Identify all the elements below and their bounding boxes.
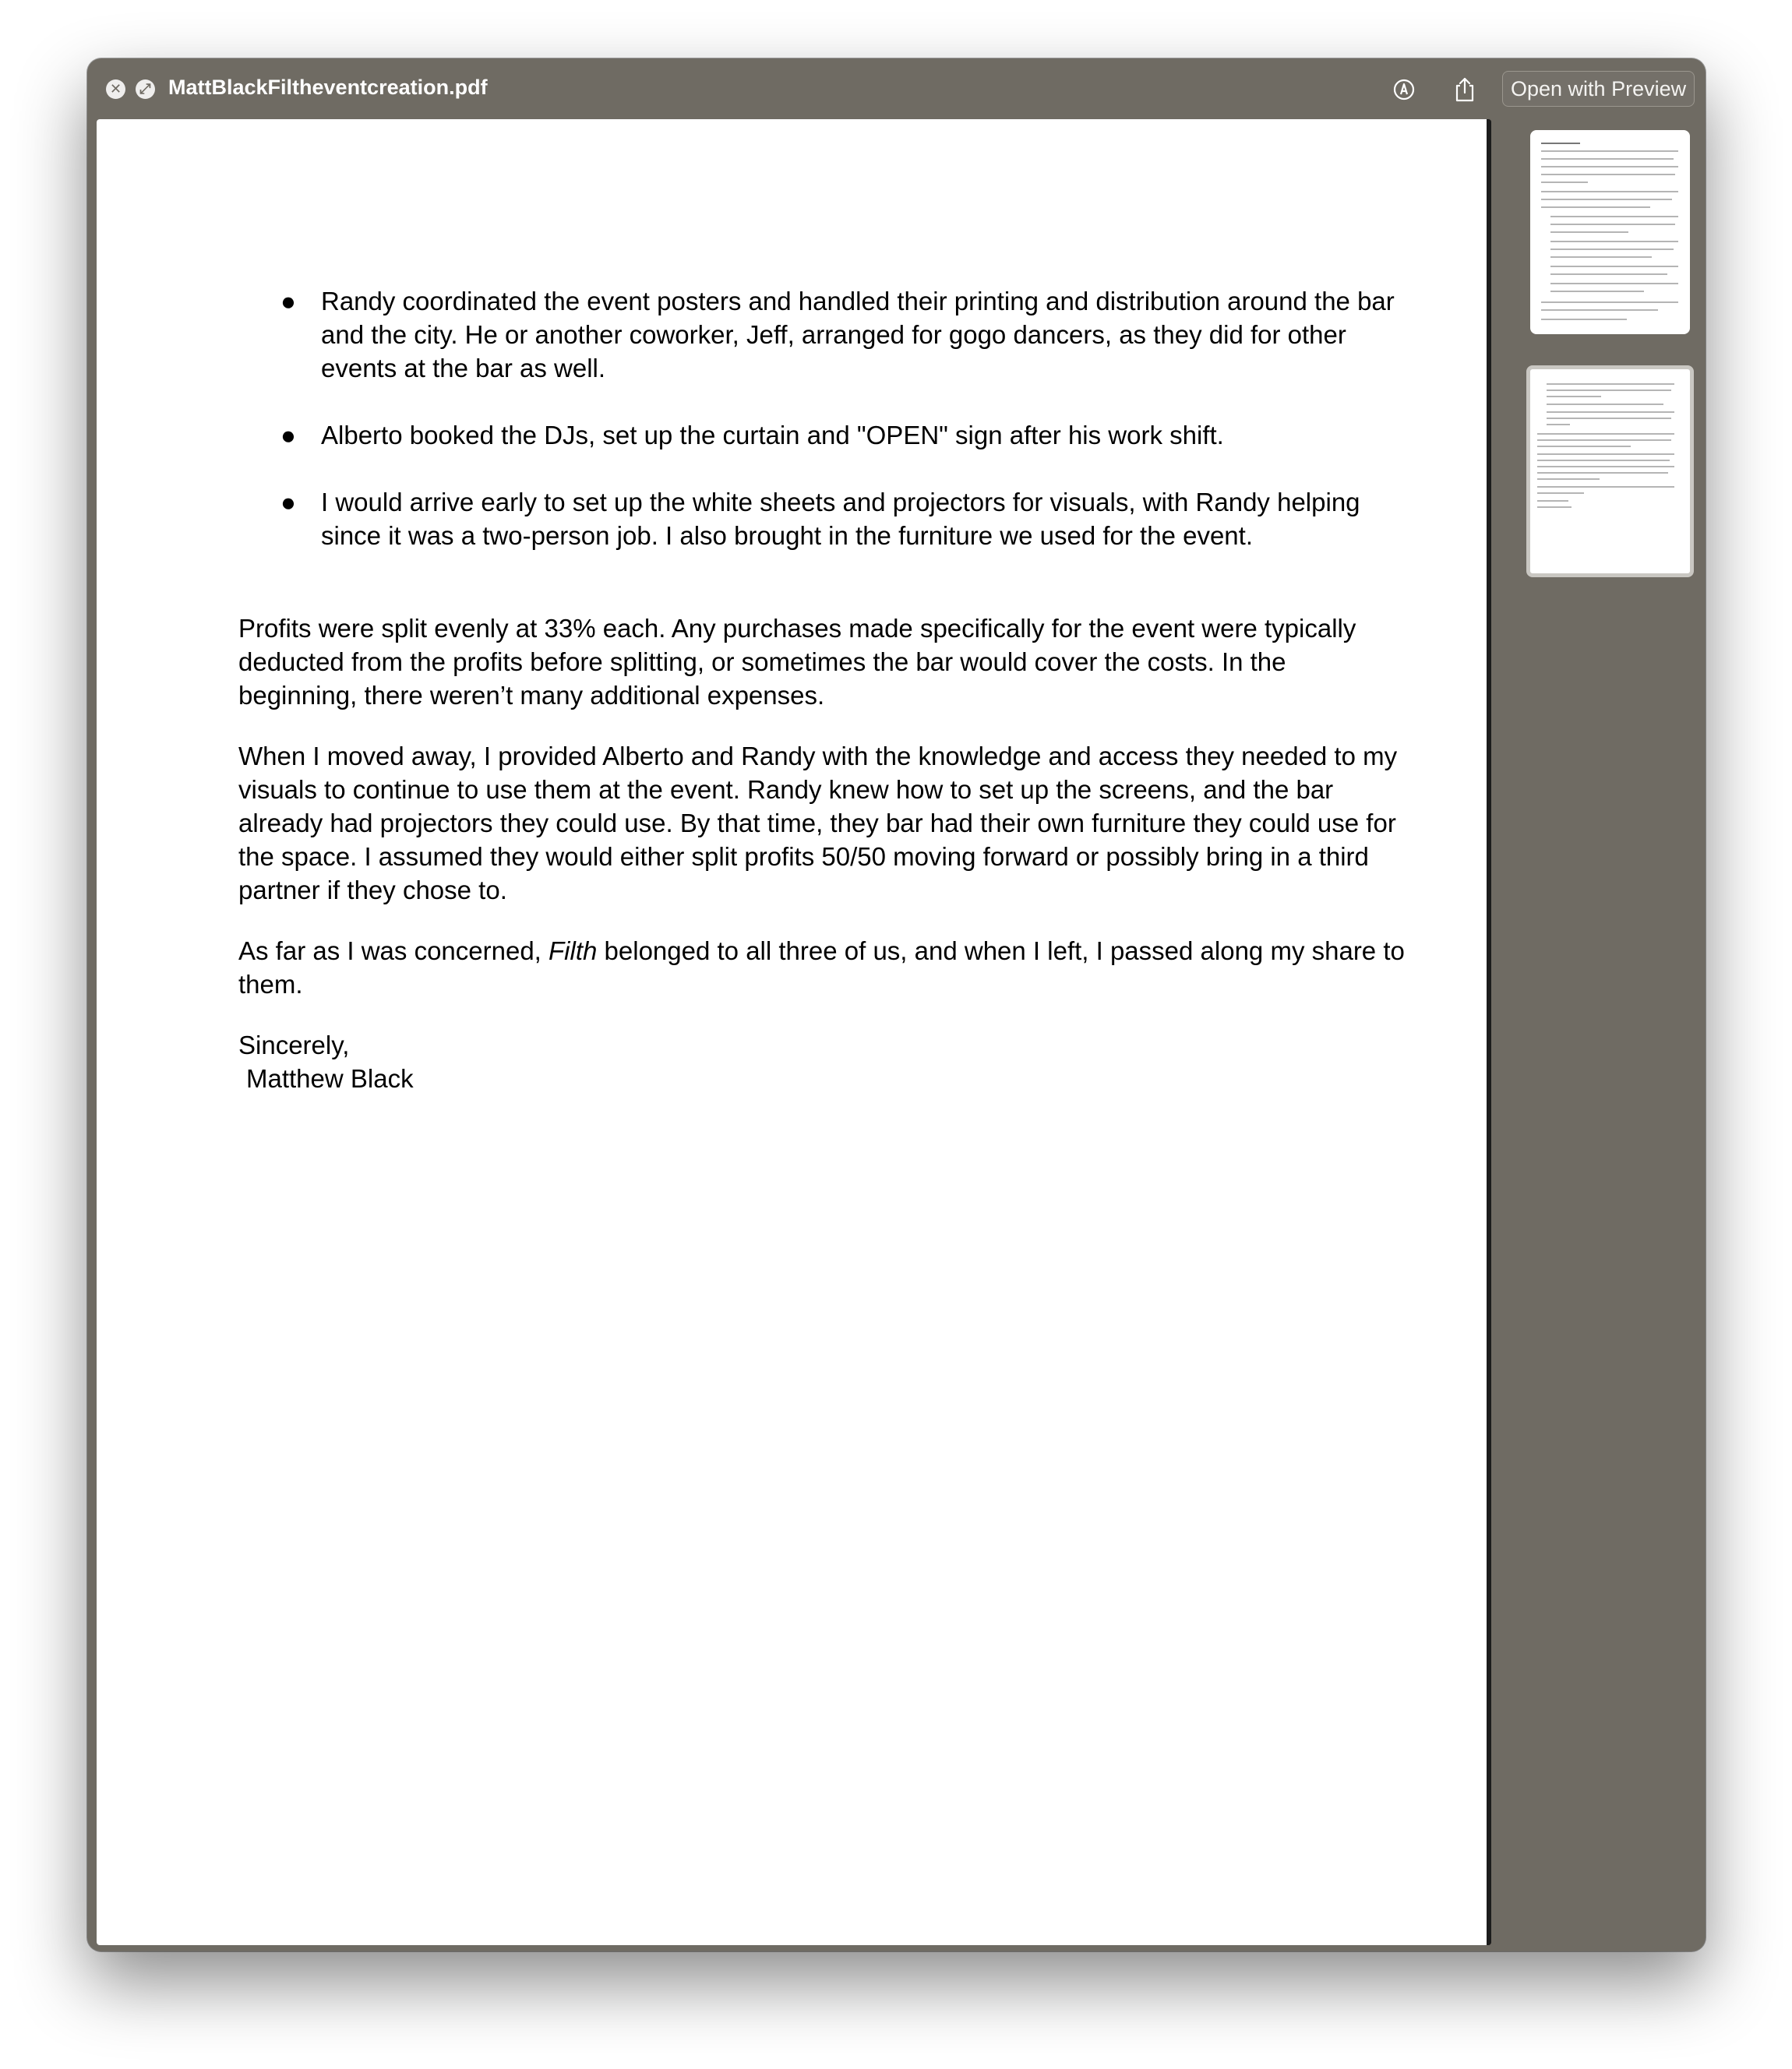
open-with-preview-button[interactable]: Open with Preview [1502,71,1695,107]
thumbnail-line [1547,396,1601,397]
thumbnail-line [1537,492,1584,494]
thumbnail-line [1541,309,1658,311]
pdf-page [97,119,1487,1945]
thumbnail-line [1537,439,1671,441]
thumbnail-line [1550,283,1678,284]
bullet-glyph: ● [280,287,296,315]
signature-name: Matthew Black [246,1064,414,1093]
fullscreen-icon[interactable]: ⤢ [136,79,155,99]
thumbnail-line [1537,506,1572,508]
thumbnail-line [1550,266,1678,267]
thumbnail-line [1541,199,1672,200]
document-viewer[interactable] [97,119,1491,1945]
scrollbar-track[interactable] [1488,119,1491,1945]
thumbnail-line [1550,256,1652,258]
closing: Sincerely, [238,1031,350,1059]
markup-pen-icon[interactable] [1388,74,1420,105]
list-item-text: I would arrive early to set up the white sheets and projectors for visuals, with Randy helping since it was a two-person job. I also brought in the furniture we used for the event. [321,488,1360,550]
thumbnail-line [1547,383,1674,385]
thumbnail-line [1541,158,1674,160]
list-item-text: Randy coordinated the event posters and handled their printing and distribution around the bar and the city. He or another coworker, Jeff, arranged for gogo dancers, as they did for other events at the bar as well. [321,287,1395,382]
title-bar [87,58,1706,119]
thumbnail-line [1550,273,1667,275]
thumbnail-line [1541,206,1650,208]
event-name-italic: Filth [549,936,598,965]
thumbnail-line [1547,411,1674,413]
close-icon[interactable]: ✕ [106,79,125,99]
thumbnail-line [1537,453,1674,455]
bullet-glyph: ● [280,488,296,516]
thumbnail-line [1537,478,1600,480]
paragraph-ownership-start: As far as I was concerned, [238,936,549,965]
thumbnail-line [1537,446,1631,447]
thumbnail-line [1537,472,1668,474]
thumbnail-line [1537,500,1568,502]
share-icon[interactable] [1449,74,1480,105]
thumbnail-line [1537,460,1670,461]
file-name-title: MattBlackFiltheventcreation.pdf [168,76,488,99]
thumbnail-line [1547,418,1671,419]
page-content [238,284,1407,1095]
thumbnail-sidebar [1522,119,1694,1945]
thumbnail-line [1541,319,1627,320]
thumbnail-line [1550,224,1675,225]
thumbnail-line [1550,241,1678,242]
thumbnail-line [1537,433,1674,435]
bullet-glyph: ● [280,421,296,449]
thumbnail-line [1547,389,1671,391]
thumbnail-line [1541,301,1678,303]
thumbnail-line [1537,486,1674,488]
paragraph-profits: Profits were split evenly at 33% each. Any purchases made specifically for the event were typically deducted from the profits before splitting, or sometimes the bar would cover the costs. In the beginning, there weren’t many additional expenses. [238,614,1356,710]
paragraph-ownership [238,934,1407,1001]
paragraph-moved-away: When I moved away, I provided Alberto and Randy with the knowledge and access they needed to my visuals to continue to use them at the event. Randy knew how to set up the screens, and the bar already had projectors they could use. By that time, they bar had their own furniture they could use for the space. I assumed they would either split profits 50/50 moving forward or possibly bring in a third partner if they chose to. [238,742,1398,904]
thumbnail-line [1537,466,1674,467]
page-thumbnail-2[interactable] [1526,365,1694,577]
thumbnail-line [1541,174,1675,175]
list-item [238,485,1407,552]
list-item [238,418,1407,452]
paragraph-ownership-end: belonged to all three of us, and when I left, I passed along my share to them. [238,936,1405,999]
thumbnail-line [1541,143,1580,144]
thumbnail-line [1550,231,1628,233]
thumbnail-line [1541,166,1678,167]
page-thumbnail-1[interactable] [1530,130,1690,334]
bullet-list [238,284,1407,552]
thumbnail-line [1541,182,1588,183]
thumbnail-line [1550,248,1674,250]
thumbnail-line [1547,404,1663,405]
thumbnail-line [1550,216,1678,217]
quick-look-window [87,58,1706,1951]
thumbnail-line [1550,291,1644,292]
thumbnail-line [1547,424,1570,425]
list-item [238,284,1407,385]
list-item-text: Alberto booked the DJs, set up the curtain and "OPEN" sign after his work shift. [321,421,1224,449]
thumbnail-line [1541,191,1678,192]
thumbnail-line [1541,150,1678,152]
